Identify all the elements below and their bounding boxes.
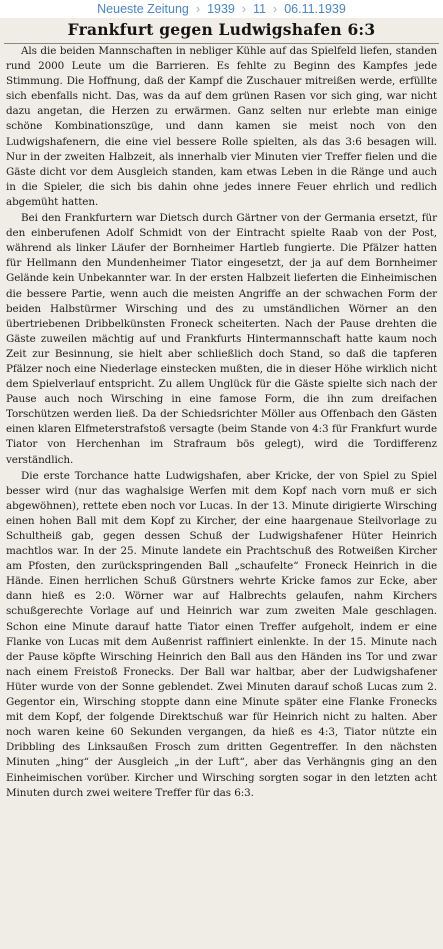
breadcrumb-separator-icon: › xyxy=(273,2,278,16)
article-paragraph-1: Als die beiden Mannschaften in nebliger Kühle auf das Spielfeld liefen, standen rund 2000 Leute um die Barrieren. Es fehlte zu Beginn des Kampfes jede Stimmung. Die Hoffnung, daß der Kampf die Zuschauer mitreißen werde, erfüllte sich ebenfalls nicht. Das, was da auf dem grünen Rasen vor sich ging, war nicht dazu angetan, die Herzen zu erwärmen. Ganz selten nur erlebte man einige schöne Kombinationszüge, und dann kamen sie meist noch von den Ludwigshafenern, die eine viel bessere Rolle spielten, als das 3:6 besagen will. Nur in der zweiten Halbzeit, als innerhalb vier Minuten vier Treffer fielen und die Gäste dicht vor dem Ausgleich standen, kam etwas Leben in die Ränge und auch in die Spieler, die sich bis dahin ohne jedes innere Feuer ehrlich und redlich abgemüht hatten. xyxy=(6,45,437,208)
breadcrumb xyxy=(0,0,443,18)
breadcrumb-separator-icon: › xyxy=(195,2,201,16)
article-body xyxy=(6,44,437,802)
article-paragraph-3: Die erste Torchance hatte Ludwigshafen, aber Kricke, der von Spiel zu Spiel besser wird (nur das waghalsige Werfen mit dem Kopf nach vorn muß er sich abgewöhnen), rettete eben noch vor Lucas. In der 13. Minute dirigierte Wirsching einen hohen Ball mit dem Kopf zu Kircher, der eine haargenaue Steilvorlage zu Schultheiß gab, gegen dessen Schuß der Ludwigshafener Hüter Heinrich machtlos war. In der 25. Minute landete ein Prachtschuß des Rotweißen Kircher am Pfosten, den zurückspringenden Ball „schaufelte“ Froneck Heinrich in die Hände. Einen herrlichen Schuß Gürstners wehrte Kricke famos zur Ecke, aber dann hieß es 2:0. Wörner war auf Halbrechts gelaufen, nahm Kirchers schußgerechte Vorlage auf und Heinrich war zum zweiten Male geschlagen. Schon eine Minute darauf hatte Tiator einen Treffer aufgeholt, indem er eine Flanke von Lucas mit dem Außenrist raffiniert einlenkte. In der 15. Minute nach der Pause köpfte Wirsching Heinrich den Ball aus den Händen ins Tor und zwar nach einem Freistoß Fronecks. Der Ball war haltbar, aber der Ludwigshafener Hüter wurde von der Sonne geblendet. Zwei Minuten darauf schoß Lucas zum 2. Gegentor ein, Wirsching stoppte dann eine Minute später eine Flanke Fronecks mit dem Kopf, der folgende Direktschuß war für Heinrich nicht zu halten. Aber noch waren keine 60 Sekunden vergangen, da hieß es 4:3, Tiator nützte ein Dribbling des Linksaußen Frosch zum dritten Gegentreffer. In den nächsten Minuten „hing“ der Ausgleich „in der Luft“, aber das Verhängnis ging an den Einheimischen vorüber. Kircher und Wirsching sorgten sogar in den letzten acht Minuten durch zwei weitere Treffer für das 6:3. xyxy=(6,469,437,799)
article-title: Frankfurt gegen Ludwigshafen 6:3 xyxy=(67,20,376,39)
article-scan xyxy=(0,18,443,949)
breadcrumb-newspaper-link[interactable]: Neueste Zeitung xyxy=(97,2,189,16)
breadcrumb-date-link[interactable]: 06.11.1939 xyxy=(284,2,346,16)
breadcrumb-year-link[interactable]: 1939 xyxy=(207,2,235,16)
breadcrumb-separator-icon: › xyxy=(241,2,247,16)
article-paragraph-2: Bei den Frankfurtern war Dietsch durch Gärtner von der Germania ersetzt, für den einberufenen Adolf Schmidt von der Eintracht spielte Raab von der Post, während als linker Läufer der Bornheimer Hartleb fungierte. Die Pfälzer hatten für Hellmann den Mundenheimer Tiator eingesetzt, der ja auf dem Bornheimer Gelände kein Unbekannter war. In der ersten Halbzeit lieferten die Einheimischen die bessere Partie, wenn auch die meisten Angriffe an der schwachen Form der beiden Halbstürmer Wirsching und des zu umständlichen Wörner an den übertriebenen Dribbelkünsten Froneck scheiterten. Nach der Pause drehten die Gäste zuweilen mächtig auf und Frankfurts Hintermannschaft hatte kaum noch Zeit zur Besinnung, sie hielt aber schließlich doch Stand, so daß die tapferen Pfälzer noch eine Niederlage einstecken mußten, die in dieser Höhe wirklich nicht dem Spielverlauf entspricht. Zu allem Unglück für die Gäste spielte sich nach der Pause auch noch Wirsching in eine famose Form, die ihn zum dreifachen Torschützen werden ließ. Da der Schiedsrichter Möller aus Offenbach den Gästen einen klaren Elfmeterstrafstoß versagte (beim Stande von 4:3 für Frankfurt wurde Tiator von Herchenhan im Strafraum bös gelegt), wird die Tordifferenz verständlich. xyxy=(6,212,437,466)
breadcrumb-month-link[interactable]: 11 xyxy=(253,2,267,16)
